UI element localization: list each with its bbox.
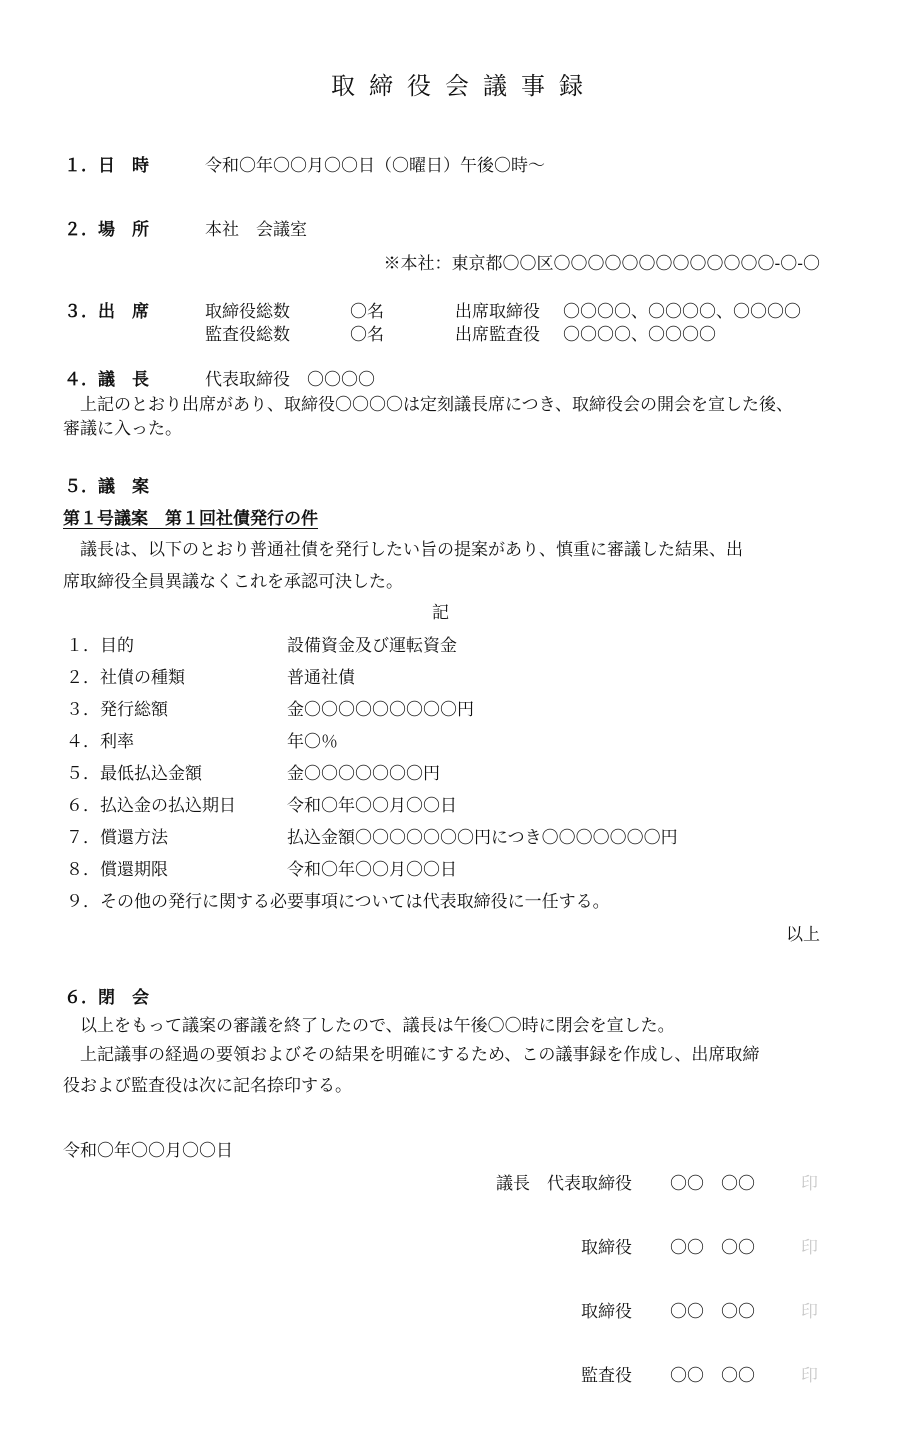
directors-total-label: 取締役総数 <box>205 302 290 322</box>
item-9-text: ９．その他の発行に関する必要事項については代表取締役に一任する。 <box>66 892 610 912</box>
directors-total-value: 〇名 <box>350 302 384 322</box>
seal-mark: 印 <box>801 1302 818 1322</box>
section-agenda-label: ５．議 案 <box>64 477 149 497</box>
section-chair-value: 代表取締役 〇〇〇〇 <box>205 370 375 390</box>
signature-name: 〇〇 〇〇 <box>670 1302 755 1322</box>
seal-mark: 印 <box>801 1238 818 1258</box>
item-label: ６．払込金の払込期日 <box>66 796 236 816</box>
attending-auditors-label: 出席監査役 <box>455 325 540 345</box>
item-value: 普通社債 <box>287 668 355 688</box>
attending-auditors-value: 〇〇〇〇、〇〇〇〇 <box>563 325 716 345</box>
attending-directors-value: 〇〇〇〇、〇〇〇〇、〇〇〇〇 <box>563 302 801 322</box>
document-title: 取締役会議事録 <box>331 72 597 100</box>
closing-paragraph-line1: 以上をもって議案の審議を終了したので、議長は午後〇〇時に閉会を宣した。 <box>63 1016 675 1036</box>
section-date-value: 令和〇年〇〇月〇〇日（〇曜日）午後〇時～ <box>205 156 545 176</box>
item-value: 払込金額〇〇〇〇〇〇〇円につき〇〇〇〇〇〇〇円 <box>287 828 678 848</box>
item-value: 令和〇年〇〇月〇〇日 <box>287 796 457 816</box>
item-value: 金〇〇〇〇〇〇〇円 <box>287 764 440 784</box>
agenda-title: 第１号議案 第１回社債発行の件 <box>63 509 318 529</box>
section-closing-label: ６．閉 会 <box>64 988 149 1008</box>
item-label: ２．社債の種類 <box>66 668 185 688</box>
item-value: 年〇％ <box>287 732 338 752</box>
auditors-total-label: 監査役総数 <box>205 325 290 345</box>
address-note: ※本社：東京都〇〇区〇〇〇〇〇〇〇〇〇〇〇〇〇-〇-〇 <box>383 254 820 274</box>
item-value: 設備資金及び運転資金 <box>287 636 457 656</box>
item-label: ８．償還期限 <box>66 860 168 880</box>
agenda-paragraph-line1: 議長は、以下のとおり普通社債を発行したい旨の提案があり、慎重に審議した結果、出 <box>63 540 743 560</box>
chair-paragraph-line1: 上記のとおり出席があり、取締役〇〇〇〇は定刻議長席につき、取締役会の開会を宣した後、 <box>63 395 793 415</box>
item-label: １．目的 <box>66 636 134 656</box>
closing-paragraph-line3: 役および監査役は次に記名捺印する。 <box>63 1076 352 1096</box>
item-label: ５．最低払込金額 <box>66 764 202 784</box>
document-date: 令和〇年〇〇月〇〇日 <box>63 1141 233 1161</box>
section-place-label: ２．場 所 <box>64 220 149 240</box>
item-value: 金〇〇〇〇〇〇〇〇〇円 <box>287 700 474 720</box>
signature-role: 取締役 <box>581 1302 632 1322</box>
seal-mark: 印 <box>801 1174 818 1194</box>
item-label: ４．利率 <box>66 732 134 752</box>
section-attendance-label: ３．出 席 <box>64 302 149 322</box>
end-mark: 以上 <box>786 925 820 945</box>
signature-name: 〇〇 〇〇 <box>670 1174 755 1194</box>
section-date-label: １．日 時 <box>64 156 149 176</box>
signature-role: 監査役 <box>581 1366 632 1386</box>
agenda-paragraph-line2: 席取締役全員異議なくこれを承認可決した。 <box>63 572 403 592</box>
auditors-total-value: 〇名 <box>350 325 384 345</box>
signature-role: 取締役 <box>581 1238 632 1258</box>
item-label: ７．償還方法 <box>66 828 168 848</box>
chair-paragraph-line2: 審議に入った。 <box>63 419 182 439</box>
item-label: ３．発行総額 <box>66 700 168 720</box>
item-value: 令和〇年〇〇月〇〇日 <box>287 860 457 880</box>
signature-name: 〇〇 〇〇 <box>670 1366 755 1386</box>
ki-heading: 記 <box>432 603 449 623</box>
closing-paragraph-line2: 上記議事の経過の要領およびその結果を明確にするため、この議事録を作成し、出席取締 <box>63 1045 760 1065</box>
attending-directors-label: 出席取締役 <box>455 302 540 322</box>
signature-name: 〇〇 〇〇 <box>670 1238 755 1258</box>
seal-mark: 印 <box>801 1366 818 1386</box>
section-chair-label: ４．議 長 <box>64 370 149 390</box>
signature-role: 議長 代表取締役 <box>496 1174 632 1194</box>
section-place-value: 本社 会議室 <box>205 220 307 240</box>
